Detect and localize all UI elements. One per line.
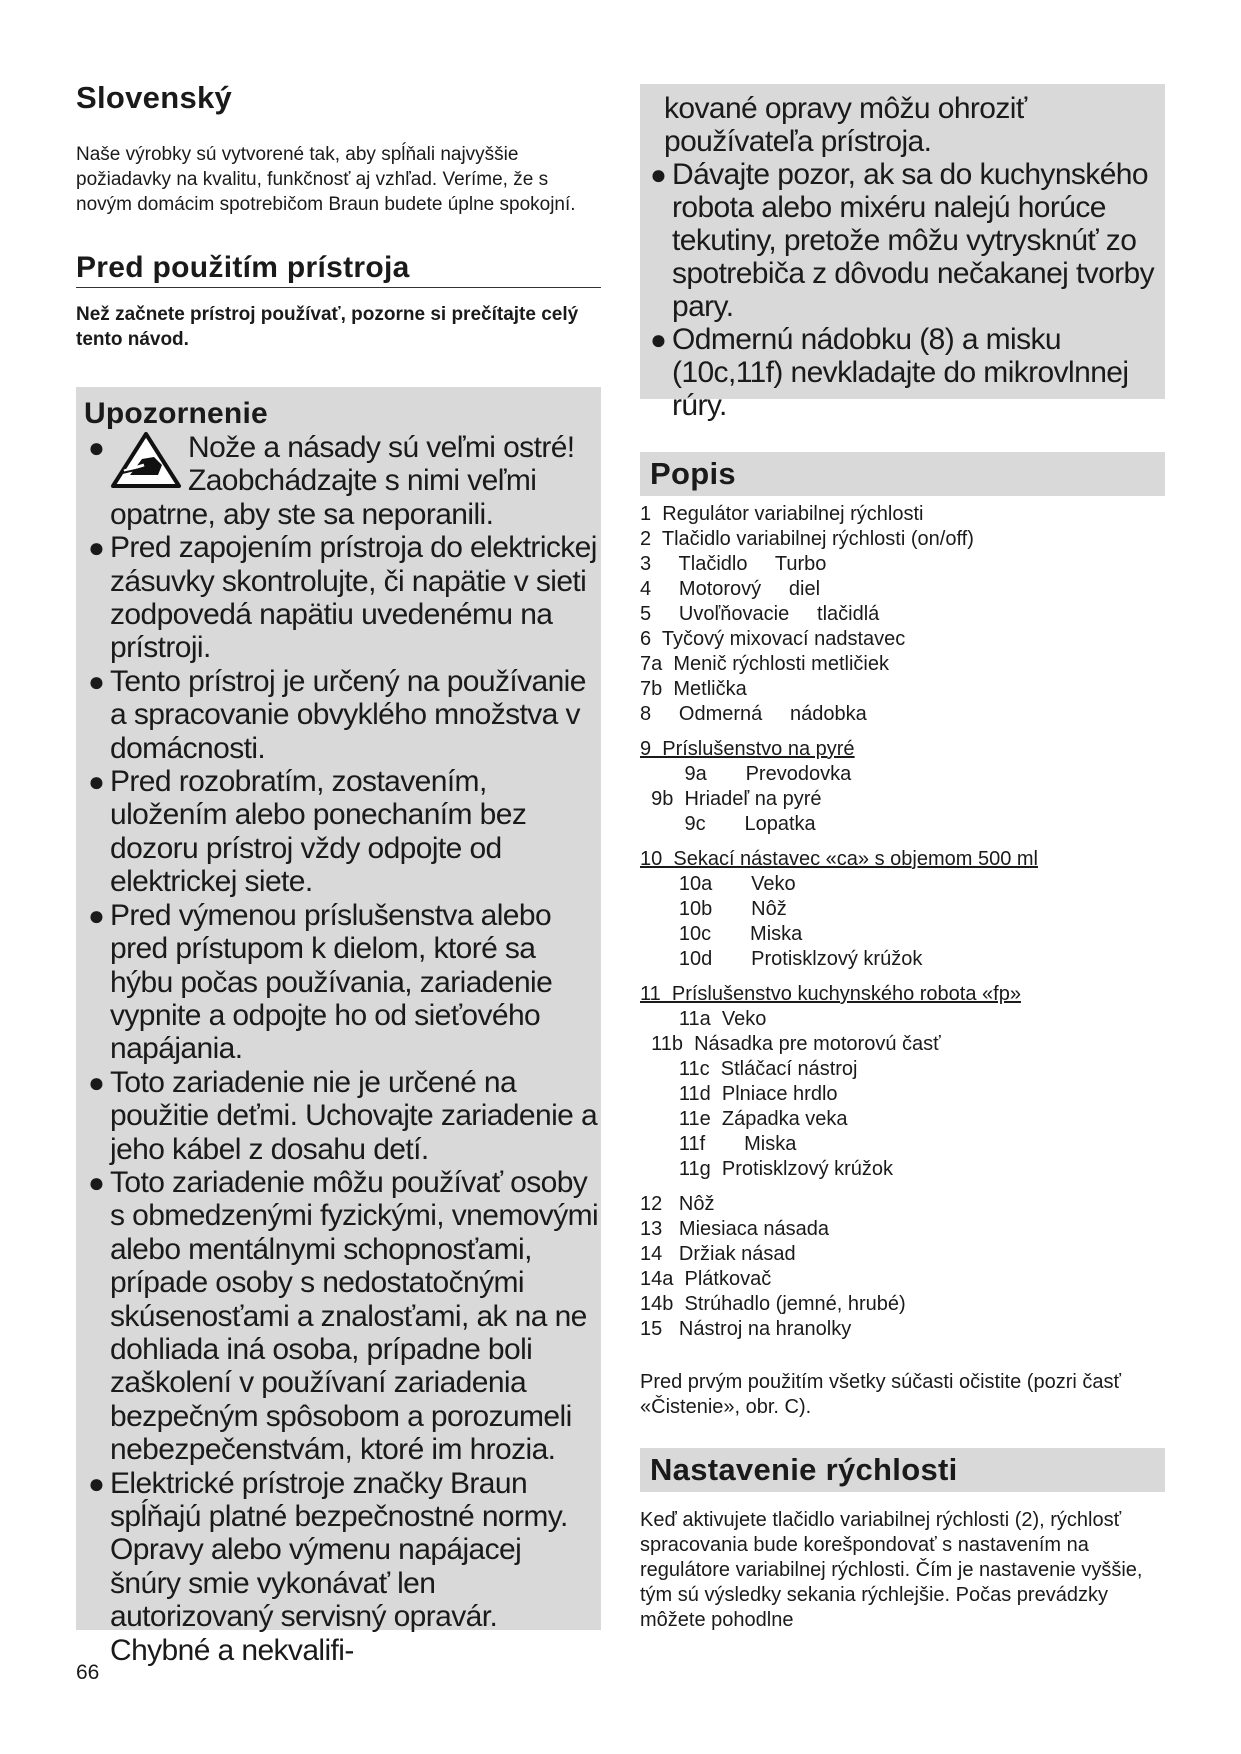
continuation-list [640, 158, 1165, 422]
part-row: 3 Tlačidlo Turbo [640, 553, 827, 575]
part-row: 9b Hriadeľ na pyré [640, 788, 822, 810]
warning-item-text: Toto zariadenie môžu používať osoby s obmedzenými fyzickými, vnemovými alebo mentálnymi schopnosťami, prípade osoby s nedostatočnými skúsenosťami a znalosťami, ak na ne dohliada iná osoba, prípadne boli zaškolení v používaní zariadenia bezpečným spôsobom a porozumeli nebezpečenstvám, ktoré im hrozia. [110, 1165, 599, 1467]
part-row: 11e Západka veka [640, 1108, 848, 1130]
part-row: 11b Násadka pre motorovú časť [640, 1033, 941, 1055]
left-column [76, 80, 601, 1667]
cleaning-note: Pred prvým použitím všetky súčasti očistite (pozri časť «Čistenie», obr. C). [640, 1371, 1121, 1418]
speed-text: Keď aktivujete tlačidlo variabilnej rýchlosti (2), rýchlosť spracovania bude korešpondovať s nastavením na regulátore variabilnej rýchlosti. Čím je nastavenie vyššie, tým sú výsledky sekania rýchlejšie. Počas prevádzky môžete pohodlne [640, 1509, 1143, 1631]
part-row: 11d Plniace hrdlo [640, 1083, 838, 1105]
part-row: 9a Prevodovka [640, 763, 852, 785]
part-row: 9c Lopatka [640, 813, 816, 835]
part-row: 2 Tlačidlo variabilnej rýchlosti (on/off) [640, 528, 974, 550]
warning-item-text: Toto zariadenie nie je určené na použitie deťmi. Uchovajte zariadenie a jeho kábel z dosahu detí. [110, 1065, 598, 1166]
warning-item: ● Pred rozobratím, zostavením, uložením alebo ponechaním bez dozoru prístroj vždy odpojte od elektrickej siete. [88, 765, 527, 899]
part-row: 6 Tyčový mixovací nadstavec [640, 628, 906, 650]
part-row: 10b Nôž [640, 898, 787, 920]
part-row: 11g Protisklzový krúžok [640, 1158, 894, 1180]
parts-list [640, 502, 1165, 1342]
warning-item-text: Dávajte pozor, ak sa do kuchynského robota alebo mixéru nalejú horúce tekutiny, pretože môžu vytrysknúť zo spotrebiča z dôvodu nečakanej tvorby pary. [672, 158, 1155, 323]
warning-item: ● Odmernú nádobku (8) a misku (10c,11f) nevkladajte do mikrovlnnej rúry. [650, 323, 1129, 422]
part-row: 8 Odmerná nádobka [640, 703, 867, 725]
chopper-header: 10 Sekací nástavec «ca» s objemom 500 ml [640, 848, 1038, 870]
warning-item: ● Dávajte pozor, ak sa do kuchynského robota alebo mixéru nalejú horúce tekutiny, pretože môžu vytrysknúť zo spotrebiča z dôvodu nečakanej tvorby pary. [650, 158, 1155, 323]
part-row: 1 Regulátor variabilnej rýchlosti [640, 503, 924, 525]
lead-text: Než začnete prístroj používať, pozorne si prečítajte celý tento návod. [76, 304, 579, 350]
warning-item: ● Elektrické prístroje značky Braun spĺňajú platné bezpečnostné normy. Opravy alebo výmenu napájacej šnúry smie vykonávať len autorizovaný servisný opravár. Chybné a nekvalifi- [88, 1466, 568, 1667]
speed-heading: Nastavenie rýchlosti [640, 1448, 1165, 1492]
warning-item: ● Nože a násady sú veľmi ostré! Zaobchádzajte s nimi veľmi opatrne, aby ste sa neporanili. [88, 431, 575, 531]
part-row: 7a Menič rýchlosti metličiek [640, 653, 889, 675]
warning-item-text: Pred rozobratím, zostavením, uložením alebo ponechaním bez dozoru prístroj vždy odpojte od elektrickej siete. [110, 765, 527, 899]
sharp-blade-warning-icon [110, 431, 182, 489]
warning-item: ● Toto zariadenie nie je určené na použitie deťmi. Uchovajte zariadenie a jeho kábel z dosahu detí. [88, 1065, 598, 1166]
part-row: 11a Veko [640, 1008, 767, 1030]
page-number: 66 [76, 1661, 100, 1684]
description-heading: Popis [640, 452, 1165, 496]
warning-item-text: Pred výmenou príslušenstva alebo pred prístupom k dielom, ktoré sa hýbu počas používania, zariadenie vypnite a odpojte ho od sieťového napájania. [110, 898, 553, 1066]
part-row: 10c Miska [640, 923, 803, 945]
continuation-text: kované opravy môžu ohroziť používateľa prístroja. [664, 92, 1027, 158]
part-row: 11c Stláčací nástroj [640, 1058, 858, 1080]
part-row: 13 Miesiaca násada [640, 1218, 830, 1240]
part-row: 14b Strúhadlo (jemné, hrubé) [640, 1293, 906, 1315]
part-row: 10d Protisklzový krúžok [640, 948, 923, 970]
part-row: 12 Nôž [640, 1193, 715, 1215]
warning-title: Upozornenie [84, 397, 268, 430]
part-row: 10a Veko [640, 873, 796, 895]
warning-continuation-box [640, 84, 1165, 422]
warning-item-text: Nože a násady sú veľmi ostré! Zaobchádzajte s nimi veľmi opatrne, aby ste sa neporanili. [110, 431, 575, 531]
warning-box [76, 387, 601, 1667]
warning-item: ● Pred zapojením prístroja do elektrickej zásuvky skontrolujte, či napätie v sieti zodpovedá napätiu uvedenému na prístroji. [88, 531, 597, 665]
language-heading: Slovenský [76, 80, 233, 115]
warning-item: ● Toto zariadenie môžu používať osoby s obmedzenými fyzickými, vnemovými alebo mentálnymi schopnosťami, prípade osoby s nedostatočnými skúsenosťami a znalosťami, ak na ne dohliada iná osoba, prípadne boli zaškolení v používaní zariadenia bezpečným spôsobom a porozumeli nebezpečenstvám, ktoré im hrozia. [88, 1165, 599, 1467]
warning-item: ● Tento prístroj je určený na používanie a spracovanie obvyklého množstva v domácnosti. [88, 664, 586, 765]
warning-list [76, 431, 601, 1667]
section-title: Pred použitím prístroja [76, 251, 601, 288]
part-row: 11f Miska [640, 1133, 797, 1155]
part-row: 4 Motorový diel [640, 578, 821, 600]
intro-text: Naše výrobky sú vytvorené tak, aby spĺňali najvyššie požiadavky na kvalitu, funkčnosť aj vzhľad. Veríme, že s novým domácim spotrebičom Braun budete úplne spokojní. [76, 144, 576, 215]
part-row: 5 Uvoľňovacie tlačidlá [640, 603, 880, 625]
part-row: 15 Nástroj na hranolky [640, 1318, 852, 1340]
food-processor-header: 11 Príslušenstvo kuchynského robota «fp» [640, 983, 1021, 1005]
warning-item-text: Tento prístroj je určený na používanie a spracovanie obvyklého množstva v domácnosti. [110, 664, 586, 765]
warning-item: ● Pred výmenou príslušenstva alebo pred prístupom k dielom, ktoré sa hýbu počas používania, zariadenie vypnite a odpojte ho od sieťového napájania. [88, 898, 553, 1066]
part-row: 14 Držiak násad [640, 1243, 796, 1265]
warning-item-text: Elektrické prístroje značky Braun spĺňajú platné bezpečnostné normy. Opravy alebo výmenu napájacej šnúry smie vykonávať len autorizovaný servisný opravár. Chybné a nekvalifi- [110, 1466, 568, 1667]
warning-item-text: Odmernú nádobku (8) a misku (10c,11f) nevkladajte do mikrovlnnej rúry. [672, 323, 1129, 422]
part-row: 7b Metlička [640, 678, 747, 700]
part-row: 14a Plátkovač [640, 1268, 772, 1290]
warning-item-text: Pred zapojením prístroja do elektrickej zásuvky skontrolujte, či napätie v sieti zodpovedá napätiu uvedenému na prístroji. [110, 531, 597, 665]
puree-header: 9 Príslušenstvo na pyré [640, 738, 855, 760]
